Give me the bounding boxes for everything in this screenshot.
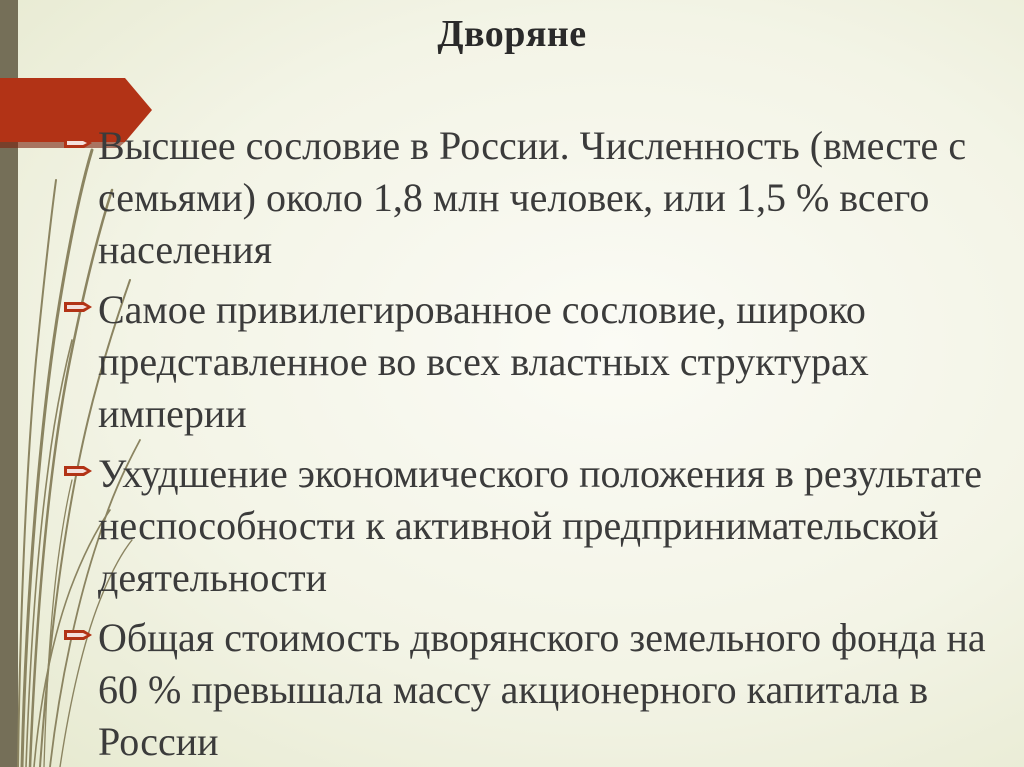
bullet-item [62,448,1012,604]
slide-title: Дворяне [437,13,587,55]
bullet-item [62,120,1012,276]
arrow-marker-icon [64,464,94,478]
arrow-marker-icon [64,136,94,150]
bullet-text: Самое привилегированное сословие, широко представленное во всех властных структурах империи [98,287,869,436]
bullet-text: Общая стоимость дворянского земельного фонда на 60 % превышала массу акционерного капитала в России [98,615,986,764]
bullet-item [62,612,1012,767]
arrow-marker-icon [64,628,94,642]
bullet-item [62,284,1012,440]
bullet-list [62,120,1012,767]
arrow-marker-icon [64,300,94,314]
bullet-text: Высшее сословие в России. Численность (вместе с семьями) около 1,8 млн человек, или 1,5 % всего населения [98,123,967,272]
bullet-text: Ухудшение экономического положения в результате неспособности к активной предпринимательской деятельности [98,451,982,600]
